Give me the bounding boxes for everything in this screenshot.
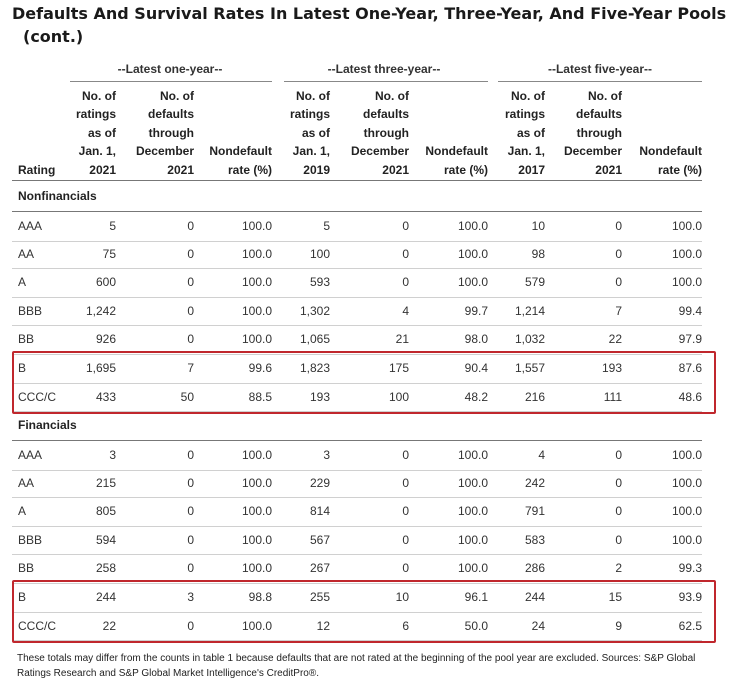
- cell-three-year-rate: 100.0: [457, 275, 488, 290]
- header-line: No. of: [511, 88, 545, 103]
- cell-five-year-defaults: 111: [603, 389, 622, 404]
- header-line: Nondefault: [209, 144, 272, 159]
- cell-five-year-rate: 100.0: [671, 246, 702, 261]
- cell-five-year-ratings: 791: [524, 504, 545, 519]
- cell-five-year-rate: 100.0: [671, 532, 702, 547]
- group-rule-one-year: [70, 81, 272, 82]
- cell-one-year-rate: 100.0: [241, 532, 272, 547]
- cell-one-year-defaults: 7: [187, 361, 194, 375]
- column-header-three-year-rate: [409, 85, 488, 179]
- header-line: Jan. 1,: [78, 144, 116, 159]
- cell-five-year-ratings: 579: [524, 275, 545, 290]
- cell-rating: BBB: [18, 532, 43, 547]
- cell-five-year-rate: 100.0: [671, 475, 702, 490]
- page-title: [12, 2, 728, 48]
- cell-three-year-defaults: 0: [402, 504, 409, 519]
- cell-three-year-defaults: 0: [402, 246, 409, 261]
- column-header-five-year-defaults: [545, 85, 622, 179]
- cell-one-year-rate: 100.0: [241, 475, 272, 490]
- cell-one-year-rate: 100.0: [241, 332, 272, 347]
- group-header-three-year: --Latest three-year--: [327, 62, 441, 76]
- cell-five-year-defaults: 15: [608, 590, 622, 604]
- cell-rating: CCC/C: [18, 389, 56, 404]
- column-header-three-year-defaults: [330, 85, 409, 179]
- cell-five-year-ratings: 10: [531, 219, 545, 233]
- group-rule-five-year: [498, 81, 702, 82]
- cell-rating: A: [18, 504, 27, 519]
- cell-one-year-defaults: 0: [187, 618, 194, 633]
- header-line: 2021: [382, 162, 409, 177]
- header-line: defaults: [575, 107, 622, 122]
- cell-one-year-ratings: 926: [95, 332, 116, 347]
- header-line: No. of: [296, 88, 330, 103]
- header-line: as of: [87, 125, 116, 140]
- table-row: [12, 354, 702, 384]
- cell-one-year-ratings: 600: [95, 275, 116, 290]
- header-line: No. of: [588, 88, 622, 103]
- cell-three-year-ratings: 5: [323, 219, 330, 233]
- cell-five-year-ratings: 24: [531, 618, 545, 633]
- cell-three-year-ratings: 593: [309, 275, 330, 290]
- cell-five-year-rate: 87.6: [678, 361, 702, 375]
- header-line: as of: [301, 125, 330, 140]
- cell-five-year-rate: 100.0: [671, 275, 702, 290]
- cell-rating: BB: [18, 332, 35, 347]
- group-header-one-year: --Latest one-year--: [117, 62, 223, 76]
- cell-three-year-ratings: 12: [316, 618, 330, 633]
- cell-three-year-ratings: 193: [309, 389, 330, 404]
- cell-one-year-defaults: 0: [187, 532, 194, 547]
- cell-one-year-rate: 100.0: [241, 504, 272, 519]
- cell-five-year-ratings: 4: [538, 448, 545, 462]
- header-line: December: [350, 144, 409, 159]
- header-line: December: [563, 144, 622, 159]
- column-header-three-year-ratings: [284, 85, 330, 179]
- cell-five-year-ratings: 1,557: [514, 361, 545, 375]
- cell-one-year-rate: 100.0: [241, 303, 272, 318]
- cell-five-year-defaults: 0: [615, 219, 622, 233]
- header-line: Jan. 1,: [292, 144, 330, 159]
- cell-one-year-rate: 100.0: [241, 275, 272, 290]
- cell-five-year-defaults: 193: [601, 361, 622, 375]
- header-line: 2017: [518, 162, 545, 177]
- cell-one-year-defaults: 50: [180, 389, 194, 404]
- section-label: Nonfinancials: [18, 189, 97, 203]
- header-line: No. of: [375, 88, 409, 103]
- cell-rating: BB: [18, 561, 35, 576]
- cell-one-year-ratings: 75: [102, 246, 116, 261]
- footnote: These totals may differ from the counts in table 1 because defaults that are not rated at the beginning of the pool year are excluded. Sources: S&P Global Ratings Research and S&P Global Market Intelligence's CreditPro®.: [17, 653, 696, 679]
- cell-rating: CCC/C: [18, 618, 56, 633]
- cell-rating: A: [18, 275, 27, 290]
- cell-three-year-defaults: 0: [402, 532, 409, 547]
- column-header-one-year-rate: [194, 85, 272, 179]
- column-header-one-year-ratings: [70, 85, 116, 179]
- cell-five-year-rate: 100.0: [671, 504, 702, 519]
- cell-three-year-ratings: 1,302: [299, 303, 330, 318]
- cell-five-year-ratings: 242: [524, 475, 545, 490]
- header-line: 2021: [167, 162, 194, 177]
- header-line: Nondefault: [639, 144, 702, 159]
- column-header-five-year-rate: [622, 85, 702, 179]
- cell-three-year-defaults: 0: [402, 475, 409, 490]
- table-row: [12, 440, 702, 471]
- cell-rating: AAA: [18, 448, 43, 462]
- cell-three-year-ratings: 229: [309, 475, 330, 490]
- cell-three-year-ratings: 267: [309, 561, 330, 576]
- cell-one-year-ratings: 215: [95, 475, 116, 490]
- header-line: through: [363, 125, 409, 140]
- cell-five-year-defaults: 2: [615, 561, 622, 576]
- cell-three-year-defaults: 0: [402, 275, 409, 290]
- cell-three-year-ratings: 100: [309, 246, 330, 261]
- cell-three-year-ratings: 1,065: [299, 332, 330, 347]
- header-rule: [12, 180, 702, 181]
- cell-five-year-ratings: 216: [524, 389, 545, 404]
- cell-one-year-ratings: 5: [109, 219, 116, 233]
- cell-three-year-rate: 100.0: [457, 561, 488, 576]
- cell-one-year-ratings: 244: [95, 590, 116, 604]
- header-line: as of: [516, 125, 545, 140]
- table-row: [12, 268, 702, 298]
- cell-five-year-ratings: 1,032: [514, 332, 545, 347]
- cell-one-year-rate: 99.6: [248, 361, 272, 375]
- cell-five-year-defaults: 0: [615, 246, 622, 261]
- cell-three-year-defaults: 100: [388, 389, 409, 404]
- cell-one-year-rate: 100.0: [241, 448, 272, 462]
- cell-three-year-rate: 90.4: [464, 361, 488, 375]
- cell-five-year-ratings: 1,214: [514, 303, 545, 318]
- cell-one-year-defaults: 0: [187, 246, 194, 261]
- cell-three-year-rate: 100.0: [457, 504, 488, 519]
- cell-three-year-rate: 100.0: [457, 246, 488, 261]
- cell-rating: AA: [18, 246, 35, 261]
- cell-five-year-rate: 62.5: [678, 618, 702, 633]
- header-line: Jan. 1,: [507, 144, 545, 159]
- cell-three-year-defaults: 10: [395, 590, 409, 604]
- cell-rating: BBB: [18, 303, 43, 318]
- cell-one-year-rate: 100.0: [241, 618, 272, 633]
- cell-three-year-ratings: 255: [309, 590, 330, 604]
- table-row: [12, 583, 702, 613]
- header-line: rate (%): [443, 162, 488, 177]
- cell-three-year-rate: 100.0: [457, 532, 488, 547]
- title-line-2: (cont.): [23, 27, 84, 46]
- cell-one-year-defaults: 0: [187, 219, 194, 233]
- cell-three-year-rate: 50.0: [464, 618, 488, 633]
- cell-five-year-rate: 99.4: [678, 303, 702, 318]
- cell-five-year-rate: 93.9: [678, 590, 702, 604]
- cell-rating: AAA: [18, 219, 43, 233]
- header-line: 2021: [89, 162, 116, 177]
- cell-one-year-ratings: 1,695: [85, 361, 116, 375]
- cell-three-year-rate: 100.0: [457, 475, 488, 490]
- header-line: defaults: [147, 107, 194, 122]
- cell-five-year-defaults: 0: [615, 448, 622, 462]
- cell-rating: B: [18, 361, 27, 375]
- cell-one-year-rate: 100.0: [241, 246, 272, 261]
- cell-five-year-defaults: 7: [615, 303, 622, 318]
- cell-one-year-defaults: 0: [187, 332, 194, 347]
- header-line: rate (%): [657, 162, 702, 177]
- table-row: [12, 469, 702, 499]
- column-header-one-year-defaults: [116, 85, 194, 179]
- cell-three-year-ratings: 567: [309, 532, 330, 547]
- section-label: Financials: [18, 418, 77, 432]
- cell-five-year-defaults: 0: [615, 275, 622, 290]
- table-row: [12, 497, 702, 527]
- column-header-five-year-ratings: [498, 85, 545, 179]
- cell-five-year-defaults: 0: [615, 532, 622, 547]
- cell-one-year-defaults: 3: [187, 590, 194, 604]
- table-row: [12, 383, 702, 413]
- cell-three-year-defaults: 175: [388, 361, 409, 375]
- group-header-five-year: --Latest five-year--: [547, 62, 653, 76]
- header-line: No. of: [82, 88, 116, 103]
- table-row: [12, 240, 702, 270]
- cell-three-year-defaults: 21: [395, 332, 409, 347]
- title-line-1: Defaults And Survival Rates In Latest One-Year, Three-Year, And Five-Year Pools: [12, 4, 727, 23]
- cell-one-year-rate: 98.8: [248, 590, 272, 604]
- cell-three-year-defaults: 0: [402, 448, 409, 462]
- cell-three-year-ratings: 814: [309, 504, 330, 519]
- cell-one-year-defaults: 0: [187, 448, 194, 462]
- header-line: through: [576, 125, 622, 140]
- table-row: [12, 554, 702, 584]
- cell-three-year-ratings: 1,823: [299, 361, 330, 375]
- cell-one-year-rate: 88.5: [248, 389, 272, 404]
- table-row: [12, 297, 702, 327]
- cell-three-year-rate: 100.0: [457, 448, 488, 462]
- cell-three-year-rate: 99.7: [464, 303, 488, 318]
- header-line: ratings: [504, 107, 545, 122]
- table-row: [12, 612, 702, 642]
- cell-one-year-defaults: 0: [187, 475, 194, 490]
- cell-one-year-ratings: 594: [95, 532, 116, 547]
- cell-three-year-rate: 98.0: [464, 332, 488, 347]
- cell-one-year-ratings: 258: [95, 561, 116, 576]
- cell-three-year-rate: 96.1: [464, 590, 488, 604]
- cell-three-year-rate: 100.0: [457, 219, 488, 233]
- cell-one-year-rate: 100.0: [241, 219, 272, 233]
- cell-one-year-ratings: 22: [102, 618, 116, 633]
- cell-five-year-defaults: 22: [608, 332, 622, 347]
- header-line: 2019: [303, 162, 330, 177]
- header-line: ratings: [289, 107, 330, 122]
- header-line: No. of: [160, 88, 194, 103]
- cell-five-year-defaults: 0: [615, 475, 622, 490]
- cell-five-year-ratings: 244: [524, 590, 545, 604]
- cell-five-year-ratings: 98: [531, 246, 545, 261]
- cell-five-year-defaults: 0: [615, 504, 622, 519]
- cell-five-year-ratings: 286: [524, 561, 545, 576]
- cell-three-year-rate: 48.2: [464, 389, 488, 404]
- cell-one-year-defaults: 0: [187, 561, 194, 576]
- header-line: Nondefault: [425, 144, 488, 159]
- cell-one-year-defaults: 0: [187, 275, 194, 290]
- table-row: [12, 325, 702, 355]
- header-line: through: [148, 125, 194, 140]
- cell-five-year-rate: 97.9: [678, 332, 702, 347]
- cell-five-year-ratings: 583: [524, 532, 545, 547]
- cell-one-year-defaults: 0: [187, 303, 194, 318]
- header-line: 2021: [595, 162, 622, 177]
- header-line: December: [135, 144, 194, 159]
- group-rule-three-year: [284, 81, 488, 82]
- cell-five-year-rate: 100.0: [671, 219, 702, 233]
- cell-three-year-defaults: 6: [402, 618, 409, 633]
- cell-rating: AA: [18, 475, 35, 490]
- cell-one-year-ratings: 1,242: [85, 303, 116, 318]
- cell-one-year-defaults: 0: [187, 504, 194, 519]
- cell-one-year-ratings: 3: [109, 448, 116, 462]
- cell-three-year-defaults: 0: [402, 561, 409, 576]
- table-row: [12, 526, 702, 556]
- cell-three-year-ratings: 3: [323, 448, 330, 462]
- cell-five-year-rate: 99.3: [678, 561, 702, 576]
- cell-three-year-defaults: 4: [402, 303, 409, 318]
- cell-five-year-rate: 100.0: [671, 448, 702, 462]
- cell-one-year-ratings: 433: [95, 389, 116, 404]
- cell-five-year-rate: 48.6: [678, 389, 702, 404]
- header-line: defaults: [362, 107, 409, 122]
- defaults-table: [12, 55, 730, 635]
- cell-rating: B: [18, 590, 27, 604]
- cell-five-year-defaults: 9: [615, 618, 622, 633]
- cell-one-year-rate: 100.0: [241, 561, 272, 576]
- header-line: ratings: [75, 107, 116, 122]
- table-row: [12, 211, 702, 242]
- column-header-rating: Rating: [18, 162, 56, 177]
- cell-one-year-ratings: 805: [95, 504, 116, 519]
- cell-three-year-defaults: 0: [402, 219, 409, 233]
- header-line: rate (%): [227, 162, 272, 177]
